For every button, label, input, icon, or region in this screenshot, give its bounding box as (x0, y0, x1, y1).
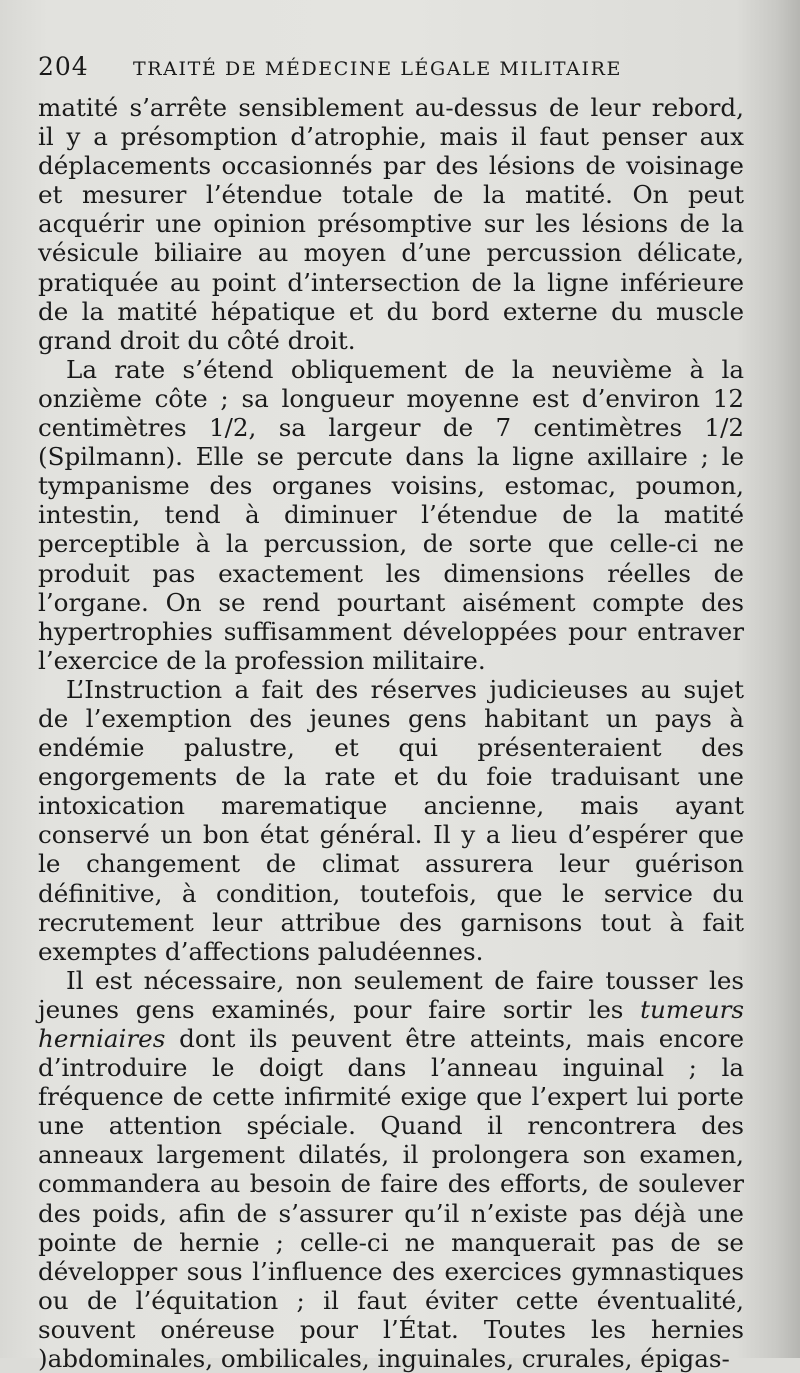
paragraph-hernias (38, 966, 744, 1373)
page-header (38, 52, 744, 81)
paragraph-spleen: La rate s’étend obliquement de la neuvième à la onzième côte ; sa longueur moyenne est d’environ 12 centimètres 1/2, sa largeur de 7 centimètres 1/2 (Spilmann). Elle se percute dans la ligne axillaire ; le tympanisme des organes voisins, estomac, poumon, intestin, tend à diminuer l’étendue de la matité perceptible à la percussion, de sorte que celle-ci ne produit pas exactement les dimensions réelles de l’organe. On se rend pourtant aisément compte des hypertrophies suffisamment développées pour entraver l’exercice de la profession militaire. (38, 354, 744, 675)
body-text (38, 93, 744, 1373)
page-number: 204 (38, 52, 89, 81)
paragraph-hernias-start: Il est nécessaire, non seulement de faire tousser les jeunes gens examinés, pour faire sortir les (38, 965, 744, 1024)
running-title: TRAITÉ DE MÉDECINE LÉGALE MILITAIRE (133, 58, 622, 80)
paragraph-instruction: L’Instruction a fait des réserves judicieuses au sujet de l’exemption des jeunes gens habitant un pays à endémie palustre, et qui présenteraient des engorgements de la rate et du foie traduisant une intoxication marematique ancienne, mais ayant conservé un bon état général. Il y a lieu d’espérer que le changement de climat assurera leur guérison définitive, à condition, toutefois, que le service du recrutement leur attribue des garnisons tout à fait exemptes d’affections paludéennes. (38, 674, 744, 966)
italic-term: tumeurs herniaires (38, 994, 744, 1053)
paragraph-hernias-end: dont ils peuvent être atteints, mais encore d’introduire le doigt dans l’anneau inguinal ; la fréquence de cette infirmité exige que l’expert lui porte une attention spéciale. Quand il rencontrera des anneaux largement dilatés, il prolongera son examen, commandera au besoin de faire des efforts, de soulever des poids, afin de s’assurer qu’il n’existe pas déjà une pointe de hernie ; celle-ci ne manquerait pas de se développer sous l’influence des exercices gymnastiques ou de l’équitation ; il faut éviter cette éventualité, souvent onéreuse pour l’État. Toutes les hernies )abdominales, ombilicales, inguinales, crurales, épigas- (38, 1024, 744, 1373)
paragraph-liver-continued: matité s’arrête sensiblement au-dessus de leur rebord, il y a présomption d’atrophie, mais il faut penser aux déplacements occasionnés par des lésions de voisinage et mesurer l’étendue totale de la matité. On peut acquérir une opinion présomptive sur les lésions de la vésicule biliaire au moyen d’une percussion délicate, pratiquée au point d’intersection de la ligne inférieure de la matité hépatique et du bord externe du muscle grand droit du côté droit. (38, 93, 744, 355)
